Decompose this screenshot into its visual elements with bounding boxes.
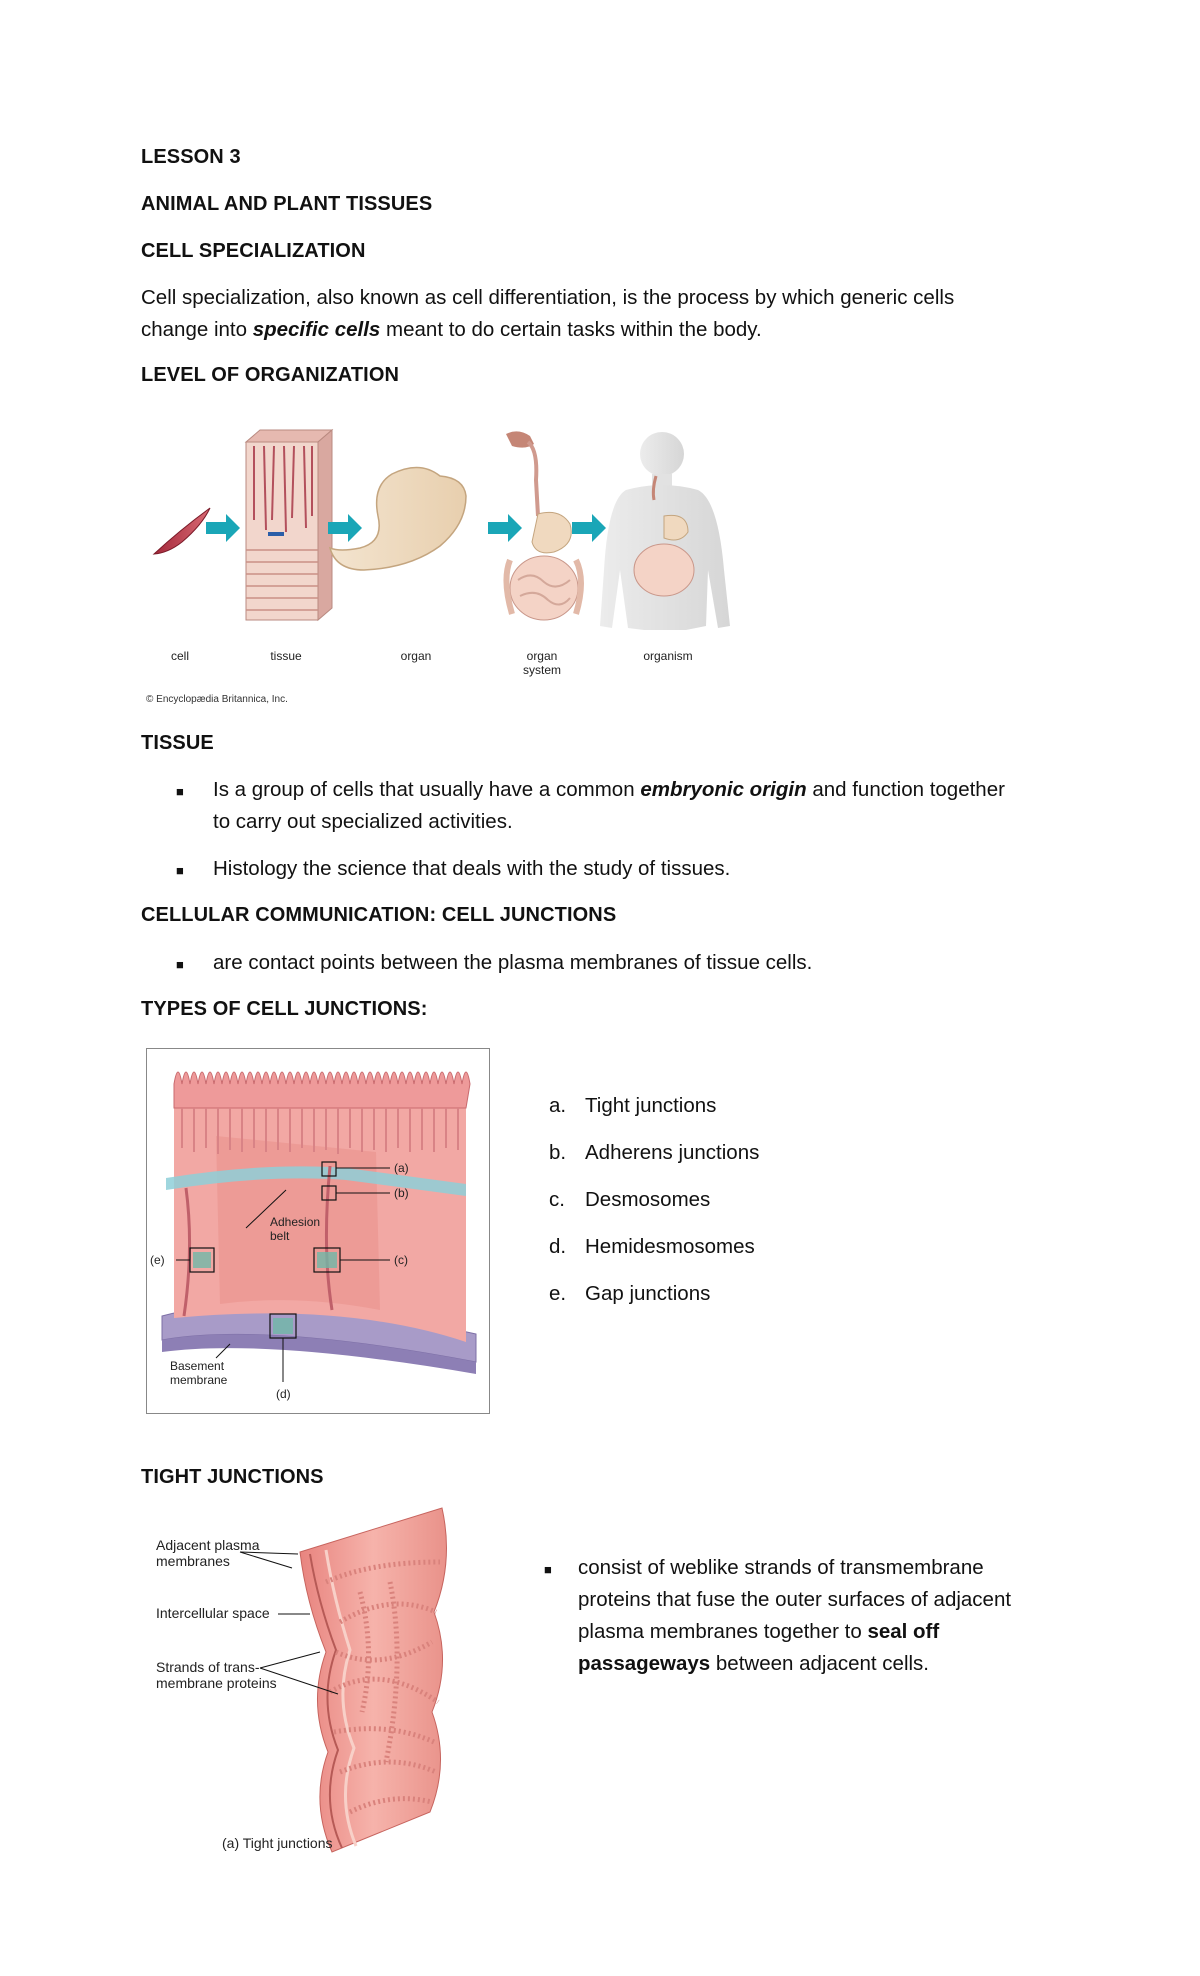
- bullet-1-line-2: to carry out specialized activities.: [213, 810, 513, 833]
- text-run: and function together: [806, 778, 1005, 801]
- bold-seal-off: seal off: [867, 1620, 940, 1643]
- label-organ-system: organ: [526, 649, 558, 663]
- list-letter: b.: [549, 1141, 567, 1164]
- list-item: [549, 1137, 759, 1169]
- paragraph-line-1: Cell specialization, also known as cell differentiation, is the process by which generic cells: [141, 286, 955, 309]
- junction-types-list: [549, 1090, 759, 1325]
- tissue-bullet-2: Histology the science that deals with the study of tissues.: [213, 857, 731, 880]
- bullet-icon: ■: [176, 863, 184, 878]
- bullet-icon: ■: [176, 957, 184, 972]
- tight-junctions-figure: [150, 1502, 510, 1862]
- marker-d: (d): [276, 1387, 291, 1401]
- list-item: [549, 1184, 759, 1216]
- text-run: Is a group of cells that usually have a common: [213, 778, 641, 801]
- figure-caption-tight-junctions: (a) Tight junctions: [222, 1835, 333, 1851]
- list-text: Tight junctions: [585, 1094, 717, 1117]
- label-organ: organ: [400, 649, 432, 663]
- label-strands-line2: membrane proteins: [156, 1675, 277, 1691]
- tissue-bullet-1: [213, 774, 1113, 838]
- emphasis-embryonic-origin: embryonic origin: [640, 778, 807, 801]
- arrow-icon: [488, 514, 522, 542]
- label-tissue: tissue: [270, 649, 302, 663]
- marker-a: (a): [394, 1161, 409, 1175]
- bullet-1-line-1: [213, 774, 1113, 806]
- text-run: plasma membranes together to: [578, 1620, 868, 1643]
- tissue-block-drawing: [246, 430, 332, 620]
- text-run: change into: [141, 318, 253, 341]
- list-letter: a.: [549, 1094, 567, 1117]
- muscle-cell-drawing: [154, 508, 210, 554]
- description-line-4: [578, 1648, 1138, 1680]
- bullet-icon: ■: [544, 1562, 552, 1577]
- description-line-1: consist of weblike strands of transmembrane: [578, 1556, 984, 1579]
- label-organism: organism: [643, 649, 693, 663]
- label-strands: Strands of trans-: [156, 1659, 260, 1675]
- figure-credit: © Encyclopædia Britannica, Inc.: [146, 694, 288, 705]
- cell-specialization-paragraph: [141, 282, 1101, 346]
- list-letter: c.: [549, 1188, 565, 1211]
- label-cell: cell: [170, 649, 190, 663]
- marker-c: (c): [394, 1253, 408, 1267]
- list-text: Hemidesmosomes: [585, 1235, 755, 1258]
- list-text: Desmosomes: [585, 1188, 711, 1211]
- tight-junctions-description: [578, 1552, 1138, 1680]
- list-text: Adherens junctions: [585, 1141, 760, 1164]
- text-run: between adjacent cells.: [710, 1652, 930, 1675]
- arrow-icon: [206, 514, 240, 542]
- adhesion-belt-label: Adhesion: [270, 1215, 321, 1229]
- tissue-heading: TISSUE: [141, 732, 214, 754]
- human-organism-drawing: [600, 432, 730, 630]
- page-title: ANIMAL AND PLANT TISSUES: [141, 193, 433, 215]
- cell-junctions-figure: [146, 1048, 490, 1414]
- level-of-organization-figure: [140, 420, 740, 710]
- types-of-cell-junctions-heading: TYPES OF CELL JUNCTIONS:: [141, 998, 428, 1020]
- cell-junctions-bullet: are contact points between the plasma membranes of tissue cells.: [213, 951, 813, 974]
- description-line-2: proteins that fuse the outer surfaces of adjacent: [578, 1588, 1012, 1611]
- label-intercellular-space: Intercellular space: [156, 1605, 270, 1621]
- list-text: Gap junctions: [585, 1282, 711, 1305]
- label-organ-system-line2: system: [522, 663, 562, 677]
- text-run: meant to do certain tasks within the body.: [380, 318, 762, 341]
- bold-passageways: passageways: [578, 1652, 711, 1675]
- adhesion-belt-label-line2: belt: [270, 1229, 290, 1243]
- list-item: [549, 1090, 759, 1122]
- description-line-3: [578, 1616, 1138, 1648]
- lesson-label: LESSON 3: [141, 146, 241, 168]
- label-adjacent-plasma-membranes-line2: membranes: [156, 1553, 230, 1569]
- tight-junctions-heading: TIGHT JUNCTIONS: [141, 1466, 324, 1488]
- marker-e: (e): [150, 1253, 165, 1267]
- list-letter: d.: [549, 1235, 567, 1258]
- cellular-communication-heading: CELLULAR COMMUNICATION: CELL JUNCTIONS: [141, 904, 617, 926]
- basement-membrane-label: Basement: [170, 1359, 225, 1373]
- basement-membrane-label-line2: membrane: [170, 1373, 228, 1387]
- cell-specialization-heading: CELL SPECIALIZATION: [141, 240, 366, 262]
- list-item: [549, 1278, 759, 1310]
- label-adjacent-plasma-membranes: Adjacent plasma: [156, 1537, 260, 1553]
- marker-b: (b): [394, 1186, 409, 1200]
- emphasis-specific-cells: specific cells: [252, 318, 381, 341]
- list-letter: e.: [549, 1282, 567, 1305]
- paragraph-line-2: [141, 314, 1101, 346]
- arrow-icon: [572, 514, 606, 542]
- arrow-icon: [328, 514, 362, 542]
- level-of-organization-heading: LEVEL OF ORGANIZATION: [141, 364, 400, 386]
- bullet-icon: ■: [176, 784, 184, 799]
- list-item: [549, 1231, 759, 1263]
